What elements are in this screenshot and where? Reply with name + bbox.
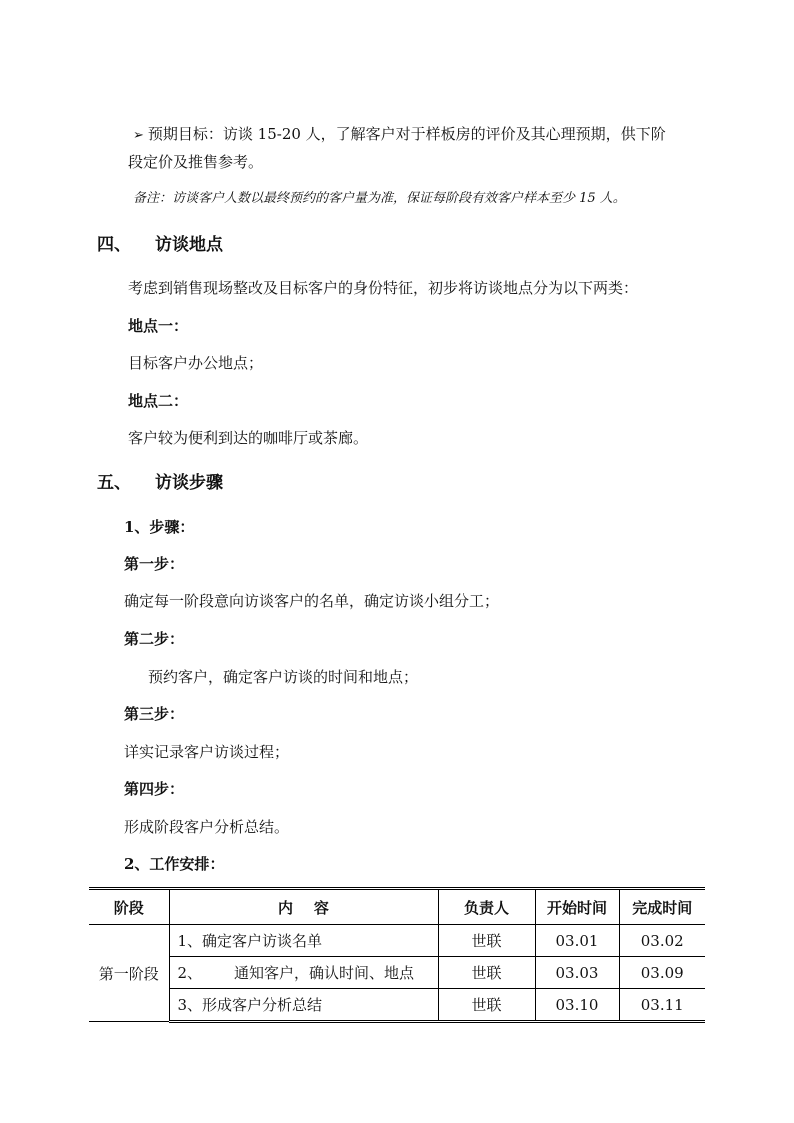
- expected-goal-line1: ➢ 预期目标：访谈 15-20 人，了解客户对于样板房的评价及其心理预期，供下阶: [133, 125, 666, 143]
- step1-label: 第一步：: [124, 555, 185, 573]
- header-content: 内 容: [169, 889, 438, 925]
- header-owner: 负责人: [438, 889, 535, 925]
- end-cell: 03.09: [619, 957, 705, 989]
- steps-subheading: 1、步骤：: [124, 518, 195, 536]
- location2-text: 客户较为便利到达的咖啡厅或茶廊。: [128, 429, 369, 447]
- location1-text: 目标客户办公地点；: [128, 354, 264, 372]
- header-stage: 阶段: [89, 889, 169, 925]
- start-cell: 03.01: [535, 925, 619, 957]
- content-cell: 1、确定客户访谈名单: [169, 925, 438, 957]
- owner-cell: 世联: [438, 989, 535, 1022]
- stage-cell: 第一阶段: [89, 925, 169, 1022]
- table-row: [89, 925, 705, 957]
- work-arrangement-subheading: 2、工作安排：: [124, 855, 225, 873]
- step1-text: 确定每一阶段意向访谈客户的名单，确定访谈小组分工；: [124, 592, 500, 610]
- owner-cell: 世联: [438, 957, 535, 989]
- work-schedule-table: [89, 887, 705, 1023]
- table-row: [89, 989, 705, 1022]
- section5-heading: 五、 访谈步骤: [97, 473, 223, 493]
- end-cell: 03.02: [619, 925, 705, 957]
- expected-goal-line2: 段定价及推售参考。: [128, 153, 264, 171]
- step3-label: 第三步：: [124, 705, 185, 723]
- section4-heading: 四、 访谈地点: [97, 235, 223, 255]
- start-cell: 03.10: [535, 989, 619, 1022]
- end-cell: 03.11: [619, 989, 705, 1022]
- table-row: [89, 957, 705, 989]
- step3-text: 详实记录客户访谈过程；: [124, 743, 290, 761]
- step4-label: 第四步：: [124, 780, 185, 798]
- step4-text: 形成阶段客户分析总结。: [124, 818, 290, 836]
- start-cell: 03.03: [535, 957, 619, 989]
- header-end-time: 完成时间: [619, 889, 705, 925]
- section4-intro: 考虑到销售现场整改及目标客户的身份特征，初步将访谈地点分为以下两类：: [128, 279, 639, 297]
- header-start-time: 开始时间: [535, 889, 619, 925]
- owner-cell: 世联: [438, 925, 535, 957]
- sample-note: 备注：访谈客户人数以最终预约的客户量为准，保证每阶段有效客户样本至少 15 人。: [133, 191, 626, 206]
- table-header-row: [89, 889, 705, 925]
- location2-label: 地点二：: [128, 392, 189, 410]
- step2-label: 第二步：: [124, 630, 185, 648]
- location1-label: 地点一：: [128, 317, 189, 335]
- arrow-bullet-icon: ➢: [133, 128, 144, 143]
- content-cell: 3、形成客户分析总结: [169, 989, 438, 1022]
- step2-text: 预约客户，确定客户访谈的时间和地点；: [148, 668, 419, 686]
- content-cell: 2、 通知客户，确认时间、地点: [169, 957, 438, 989]
